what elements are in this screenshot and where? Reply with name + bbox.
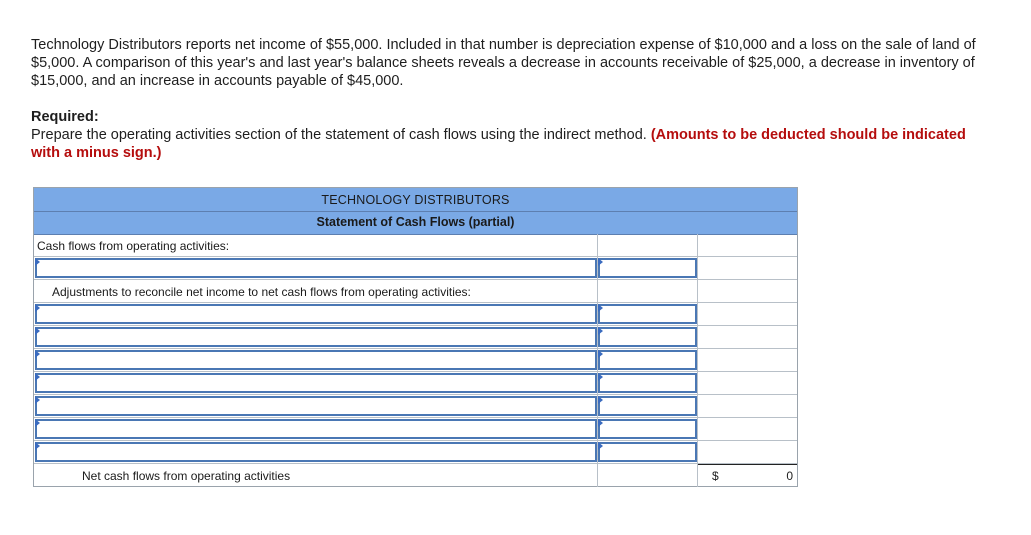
operating-activities-row <box>34 234 797 257</box>
instructions-emphasis: (Amounts to be deducted should be indicated with a minus sign.) <box>31 127 966 161</box>
line-item-input[interactable] <box>35 258 597 278</box>
adjustments-label: Adjustments to reconcile net income to net cash flows from operating activities: <box>52 285 471 299</box>
adjustments-row <box>34 280 797 303</box>
table-row <box>34 372 797 395</box>
line-item-input[interactable] <box>35 304 597 324</box>
line-item-input[interactable] <box>35 373 597 393</box>
statement-title: Statement of Cash Flows (partial) <box>316 215 515 229</box>
line-item-input[interactable] <box>35 419 597 439</box>
line-item-input[interactable] <box>35 350 597 370</box>
operating-activities-label: Cash flows from operating activities: <box>37 239 230 253</box>
problem-statement: Technology Distributors reports net income of $55,000. Included in that number is depreciation expense of $10,000 and a loss on the sale of land of $5,000. A comparison of this year's and last year's balance sheets reveals a decrease in accounts receivable of $25,000, a decrease in inventory of $15,000, and an increase in accounts payable of $45,000. <box>31 37 976 89</box>
table-row <box>34 441 797 464</box>
instructions-text: Prepare the operating activities section of the statement of cash flows using the indirect method. <box>31 127 647 143</box>
required-heading: Required: <box>31 109 99 125</box>
table-row <box>34 303 797 326</box>
amount-input[interactable] <box>598 442 697 462</box>
amount-input[interactable] <box>598 258 697 278</box>
total-row <box>34 464 797 487</box>
amount-input[interactable] <box>598 419 697 439</box>
header-divider <box>34 211 797 212</box>
total-value: 0 <box>786 469 793 483</box>
amount-input[interactable] <box>598 350 697 370</box>
company-name: TECHNOLOGY DISTRIBUTORS <box>321 193 510 207</box>
total-currency: $ <box>712 469 719 483</box>
amount-input[interactable] <box>598 373 697 393</box>
instructions <box>31 126 991 162</box>
table-row <box>34 395 797 418</box>
line-item-input[interactable] <box>35 442 597 462</box>
total-rule <box>698 464 797 465</box>
amount-input[interactable] <box>598 327 697 347</box>
table-row <box>34 326 797 349</box>
line-item-input[interactable] <box>35 396 597 416</box>
statement-header <box>34 188 797 235</box>
amount-input[interactable] <box>598 396 697 416</box>
table-row <box>34 257 797 280</box>
table-row <box>34 349 797 372</box>
line-item-input[interactable] <box>35 327 597 347</box>
total-label: Net cash flows from operating activities <box>82 469 291 483</box>
table-row <box>34 418 797 441</box>
cash-flow-statement <box>33 187 798 487</box>
amount-input[interactable] <box>598 304 697 324</box>
